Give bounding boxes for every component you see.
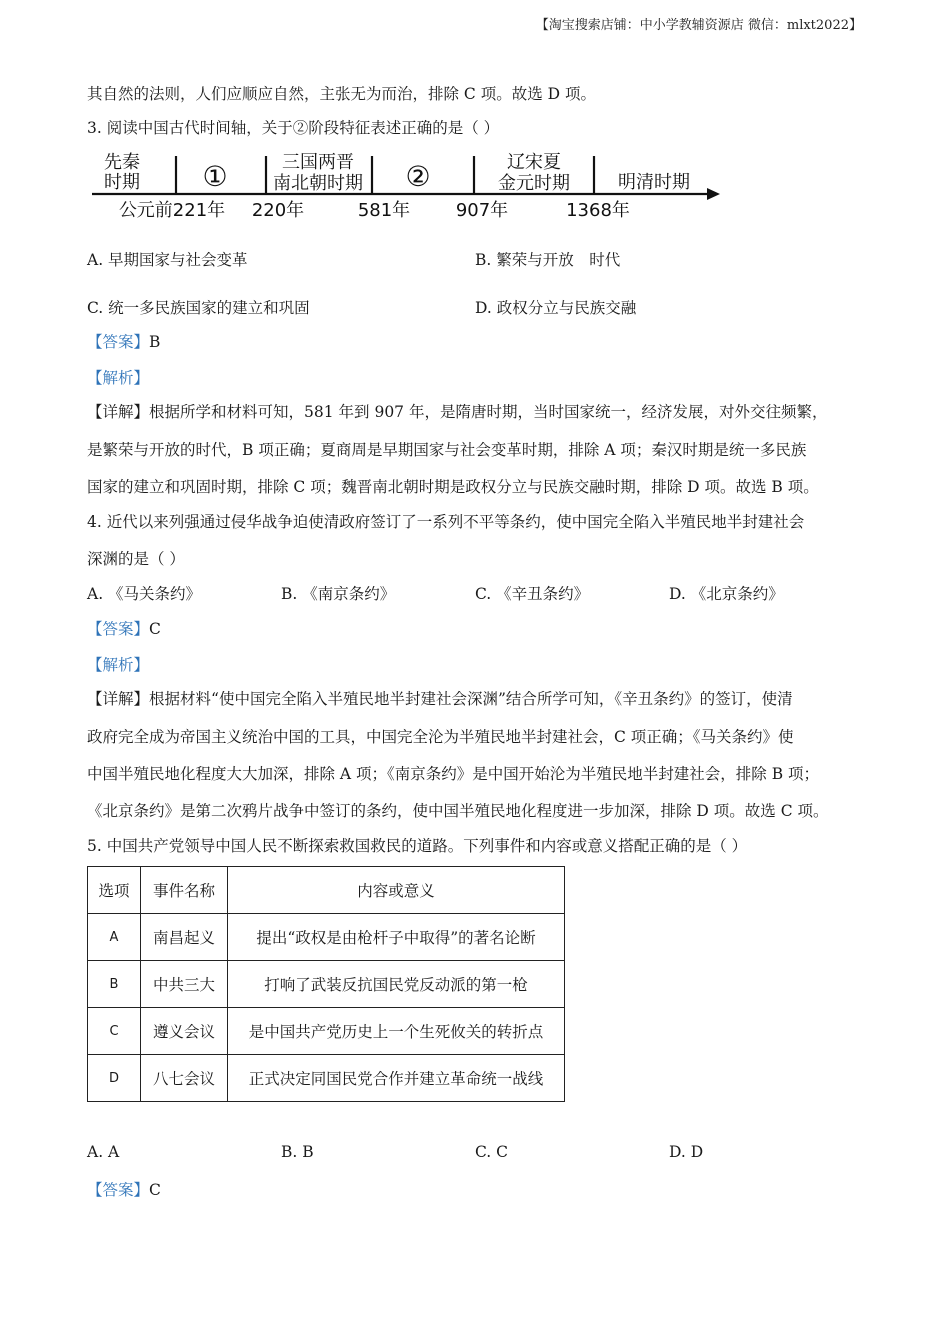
- timeline-arrow: [707, 188, 720, 200]
- table-row: [88, 961, 565, 1008]
- q3-option-d: D. 政权分立与民族交融: [475, 299, 637, 317]
- q3-option-a: A. 早期国家与社会变革: [87, 251, 248, 269]
- q3-analysis-label: 【解析】: [87, 369, 150, 387]
- q3-answer: [87, 330, 160, 352]
- table-cell: C: [88, 1008, 141, 1055]
- table-cell: 遵义会议: [141, 1008, 228, 1055]
- q5-option-d: D. D: [669, 1143, 704, 1161]
- answer-label: 【答案】: [87, 333, 150, 351]
- table-header-row: [88, 867, 565, 914]
- period-label: 明清时期: [618, 172, 690, 193]
- q3-option-b: B. 繁荣与开放 时代: [475, 251, 621, 269]
- q4-detail-line-1: 【详解】根据材料“使中国完全陷入半殖民地半封建社会深渊”结合所学可知，《辛丑条约》的签订，使清: [87, 690, 793, 708]
- period-marker: ②: [405, 160, 431, 193]
- q3-option-c: C. 统一多民族国家的建立和巩固: [87, 299, 310, 317]
- q4-detail-line-4: 《北京条约》是第二次鸦片战争中签订的条约，使中国半殖民地化程度进一步加深，排除 D 项。故选 C 项。: [87, 802, 829, 820]
- answer-value: C: [149, 1181, 161, 1199]
- table-cell: A: [88, 914, 141, 961]
- table-cell: 打响了武装反抗国民党反动派的第一枪: [228, 961, 565, 1008]
- table-cell: D: [88, 1055, 141, 1102]
- table-cell: 南昌起义: [141, 914, 228, 961]
- page-header: 【淘宝搜索店铺：中小学教辅资源店 微信：mlxt2022】: [535, 18, 862, 33]
- answer-label: 【答案】: [87, 1181, 150, 1199]
- period-label: 时期: [104, 172, 140, 193]
- table-cell: 提出“政权是由枪杆子中取得”的著名论断: [228, 914, 565, 961]
- table-row: [88, 914, 565, 961]
- table-row: [88, 1008, 565, 1055]
- q4-stem-line-1: 4. 近代以来列强通过侵华战争迫使清政府签订了一系列不平等条约，使中国完全陷入半殖民地半封建社会: [87, 513, 805, 531]
- q5-options-table: [87, 866, 565, 1102]
- table-cell: 正式决定同国民党合作并建立革命统一战线: [228, 1055, 565, 1102]
- q4-detail-line-3: 中国半殖民地化程度大大加深，排除 A 项；《南京条约》是中国开始沦为半殖民地半封建社会，排除 B 项；: [87, 765, 820, 783]
- table-row: [88, 1055, 565, 1102]
- year-label: 907年: [455, 200, 509, 221]
- year-label: 220年: [251, 200, 305, 221]
- table-cell: 是中国共产党历史上一个生死攸关的转折点: [228, 1008, 565, 1055]
- intro-line: 其自然的法则，人们应顺应自然，主张无为而治，排除 C 项。故选 D 项。: [87, 85, 596, 103]
- period-label: 三国两晋: [282, 152, 354, 173]
- q4-option-c: C. 《辛丑条约》: [475, 585, 590, 603]
- q3-stem: 3. 阅读中国古代时间轴，关于②阶段特征表述正确的是（ ）: [87, 119, 500, 137]
- q5-option-c: C. C: [475, 1143, 509, 1161]
- q5-option-b: B. B: [281, 1143, 314, 1161]
- detail-label: 【详解】: [87, 403, 150, 421]
- table-header: 选项: [88, 867, 141, 914]
- table-header: 内容或意义: [228, 867, 565, 914]
- q4-analysis-label: 【解析】: [87, 656, 150, 674]
- q4-option-b: B. 《南京条约》: [281, 585, 396, 603]
- q5-answer: [87, 1178, 161, 1200]
- period-label: 先秦: [104, 152, 140, 173]
- q4-option-a: A. 《马关条约》: [87, 585, 202, 603]
- detail-label: 【详解】: [87, 690, 150, 708]
- q4-stem-line-2: 深渊的是（ ）: [87, 550, 185, 568]
- table-cell: 八七会议: [141, 1055, 228, 1102]
- year-label: 公元前221年: [118, 200, 226, 221]
- q3-detail-line-2: 是繁荣与开放的时代，B 项正确；夏商周是早期国家与社会变革时期，排除 A 项；秦汉时期是统一多民族: [87, 441, 807, 459]
- answer-label: 【答案】: [87, 620, 150, 638]
- q5-stem: 5. 中国共产党领导中国人民不断探索救国救民的道路。下列事件和内容或意义搭配正确的是（ ）: [87, 837, 748, 855]
- q4-detail-line-2: 政府完全成为帝国主义统治中国的工具，中国完全沦为半殖民地半封建社会，C 项正确；《马关条约》使: [87, 728, 794, 746]
- period-label: 金元时期: [498, 173, 570, 194]
- timeline-figure: [88, 148, 728, 228]
- year-label: 1368年: [566, 200, 630, 221]
- table-cell: 中共三大: [141, 961, 228, 1008]
- q3-detail-line-1: 【详解】根据所学和材料可知，581 年到 907 年，是隋唐时期，当时国家统一，经济发展，对外交往频繁，: [87, 403, 828, 421]
- table-header: 事件名称: [141, 867, 228, 914]
- period-marker: ①: [202, 160, 228, 193]
- table-cell: B: [88, 961, 141, 1008]
- q5-option-a: A. A: [87, 1143, 120, 1161]
- period-label: 辽宋夏: [507, 152, 561, 173]
- answer-value: B: [149, 333, 161, 351]
- answer-value: C: [149, 620, 161, 638]
- period-label: 南北朝时期: [273, 173, 363, 194]
- q3-detail-line-3: 国家的建立和巩固时期，排除 C 项；魏晋南北朝时期是政权分立与民族交融时期，排除 D 项。故选 B 项。: [87, 478, 819, 496]
- q4-option-d: D. 《北京条约》: [669, 585, 784, 603]
- q4-answer: [87, 617, 161, 639]
- year-label: 581年: [357, 200, 411, 221]
